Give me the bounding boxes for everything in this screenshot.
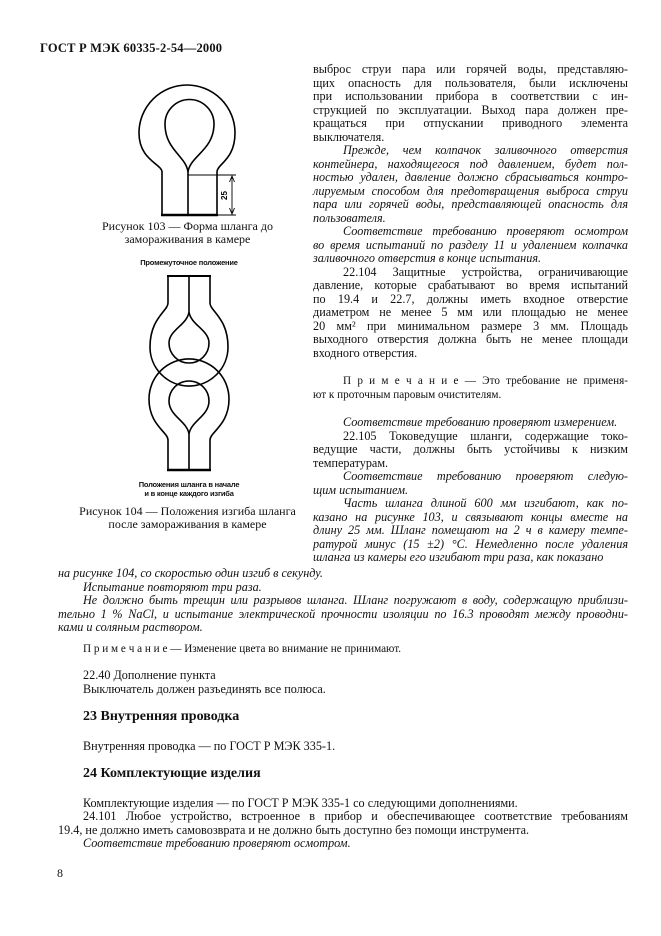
paragraph	[58, 683, 628, 697]
text-line: Соответствие требованию проверяют следую-	[343, 469, 628, 483]
text-line: температурам.	[313, 455, 389, 470]
paragraph	[58, 797, 628, 811]
text-line: заливочного отверстия в конце испытания.	[313, 251, 542, 265]
paragraph	[58, 740, 628, 754]
text-line: выключателя.	[313, 129, 385, 144]
text-line: выходного отверстия должна быть не менее площади	[313, 332, 628, 346]
section-heading	[58, 710, 628, 726]
text-line: 23 Внутренняя проводка	[83, 709, 240, 724]
text-line: щих опасность для пользователя, были исключены	[313, 75, 628, 90]
paragraph	[58, 594, 628, 635]
paragraph	[58, 567, 628, 581]
text-line: ратурой минус (15 ±2) °C. Немедленно после удаления	[313, 536, 628, 551]
text-line: 22.40 Дополнение пункта	[83, 668, 216, 682]
note-paragraph	[58, 643, 628, 657]
figure-103-caption	[95, 220, 280, 246]
page-number: 8	[57, 866, 63, 880]
paragraph	[313, 430, 628, 471]
paragraph	[313, 144, 628, 225]
text-line: Прежде, чем колпачок заливочного отверстия	[343, 143, 628, 157]
caption-line: замораживания в камере	[124, 232, 251, 246]
paragraph	[313, 63, 628, 144]
text-line: пользователя.	[313, 210, 386, 225]
text-line: ведущие части, должны быть устойчивы к низким	[313, 442, 628, 456]
text-line: пара или горячей воды, представляющей опасность для	[313, 197, 628, 211]
text-line: 20 мм² при минимальном размере 3 мм. Площадь	[313, 318, 628, 333]
paragraph	[58, 810, 628, 837]
text-line: длину 25 мм. Шланг помещают на 2 ч в камеру темпе-	[313, 523, 628, 537]
paragraph	[313, 497, 628, 565]
figure-104-top-label: Промежуточное положение	[140, 258, 238, 267]
paragraph	[313, 266, 628, 361]
text-line: П р и м е ч а н и е — Изменение цвета во внимание не принимают.	[83, 642, 402, 655]
text-line: 22.104 Защитные устройства, ограничивающие	[343, 264, 628, 279]
text-line: казано на рисунке 103, и связывают концы вместе на	[313, 509, 628, 524]
paragraph	[313, 470, 628, 497]
figure-104-bottom-label	[100, 480, 278, 498]
text-line: Испытание повторяют три раза.	[83, 579, 262, 594]
text-line: ют к проточным паровым очистителям.	[313, 388, 502, 401]
text-line: Выключатель должен разъединять все полюса.	[83, 681, 326, 696]
text-line: струкцией по эксплуатации. Выход пара должен пре-	[313, 102, 628, 117]
right-column-text	[313, 63, 628, 565]
paragraph	[313, 416, 628, 430]
figure-104-caption	[55, 505, 320, 531]
text-line: по 19.4 и 22.7, должны иметь входное отверстие	[313, 291, 628, 306]
dimension-label: 25	[220, 191, 229, 200]
text-line: Соответствие требованию проверяют измерением.	[343, 415, 618, 429]
text-line: 22.105 Токоведущие шланги, содержащие токо-	[343, 428, 628, 443]
text-line: 24 Комплектующие изделия	[83, 765, 261, 781]
text-line: Соответствие требованию проверяют осмотром	[343, 224, 628, 238]
text-line: шланга из камеры его изгибают три раза, как показано	[313, 550, 604, 564]
note-paragraph	[313, 375, 628, 402]
text-line: ностью удален, давление должно сбрасываться контро-	[313, 170, 628, 184]
paragraph	[58, 837, 628, 851]
paragraph	[313, 225, 628, 266]
body-text	[58, 567, 628, 851]
caption-line: Рисунок 103 — Форма шланга до	[102, 219, 273, 233]
text-line: Соответствие требованию проверяют осмотром.	[83, 836, 351, 850]
document-header: ГОСТ Р МЭК 60335-2-54—2000	[40, 41, 223, 55]
caption-line: Рисунок 104 — Положения изгиба шланга	[79, 504, 296, 518]
text-line: кращаться при отпускании приводного элемента	[313, 116, 628, 130]
text-line: П р и м е ч а н и е — Это требование не применя-	[343, 375, 628, 387]
text-line: входного отверстия.	[313, 345, 418, 360]
text-line: лируемым способом для предотвращения выброса струи	[313, 183, 628, 198]
text-line: Часть шланга длиной 600 мм изгибают, как по-	[343, 496, 628, 510]
text-line: 24.101 Любое устройство, встроенное в прибор и обеспечивающее соответствие требованиям	[83, 809, 628, 823]
label-line: и в конце каждого изгиба	[144, 489, 234, 498]
text-line: диаметром не менее 5 мм или площадью не менее	[313, 305, 628, 319]
paragraph	[58, 669, 628, 683]
text-line: ками и соляным раствором.	[58, 620, 203, 634]
caption-line: после замораживания в камере	[108, 517, 267, 531]
text-line: выброс струи пара или горячей воды, представляю-	[313, 62, 628, 76]
section-heading	[58, 767, 628, 783]
text-line: Не должно быть трещин или разрывов шланга. Шланг погружают в воду, содержащую приблизи-	[83, 593, 628, 607]
text-line: на рисунке 104, со скоростью один изгиб в секунду.	[58, 566, 323, 580]
text-line: давление, которые срабатывают во время испытаний	[313, 278, 628, 292]
label-line: Положения шланга в начале	[138, 480, 240, 489]
text-line: Комплектующие изделия — по ГОСТ Р МЭК 335-1 со следующими дополнениями.	[83, 795, 518, 810]
text-line: во время испытаний по разделу 11 и удалением колпачка	[313, 237, 628, 252]
text-line: контейнера, находящегося под давлением, будет пол-	[313, 156, 628, 171]
text-line: при использовании прибора в соответствии с ин-	[313, 89, 628, 103]
figure-104-hose-bend-positions	[149, 276, 229, 470]
text-line: 19.4, не должно иметь самовозврата и не должно быть доступно без помощи инструмента.	[58, 822, 530, 837]
text-line: щим испытанием.	[313, 482, 409, 497]
text-line: тельно 1 % NaCl, и испытание электрической прочности изоляции по 16.3 проводят между проводни-	[58, 606, 628, 621]
text-line: Внутренняя проводка — по ГОСТ Р МЭК 335-1.	[83, 739, 336, 753]
paragraph	[58, 581, 628, 595]
